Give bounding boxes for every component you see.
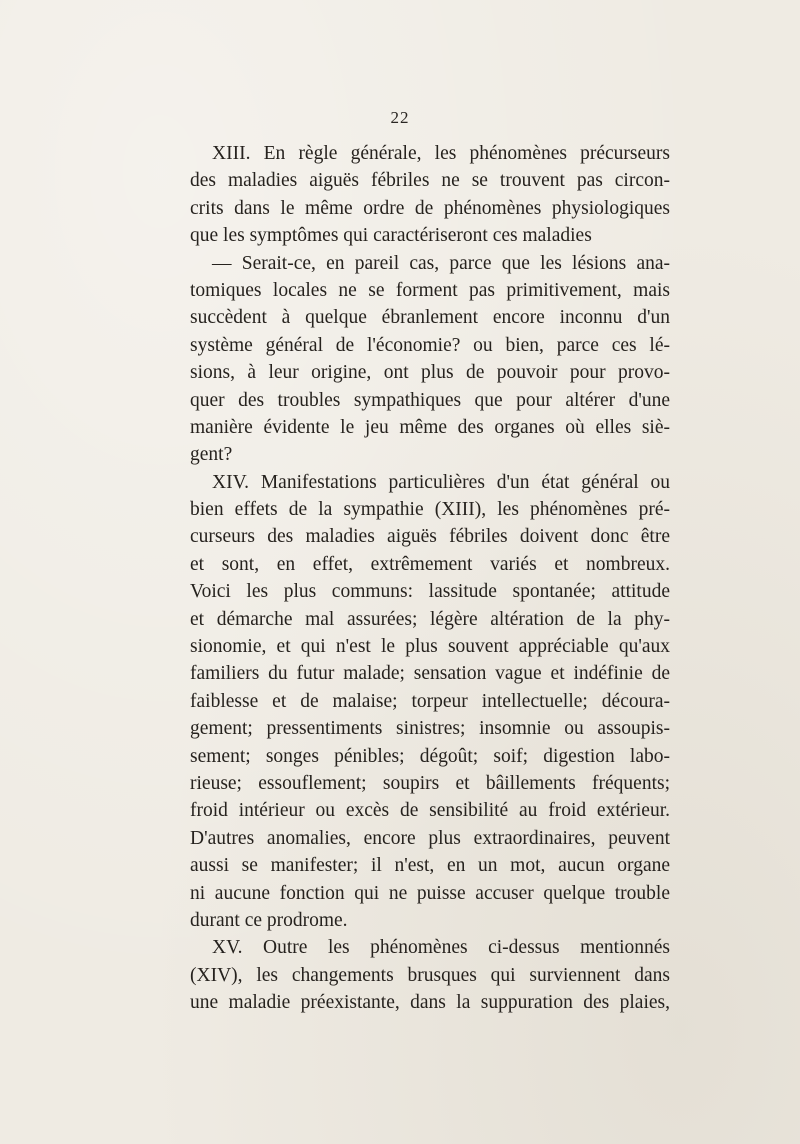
text-line: Voici les plus communs: lassitude spontanée; attitude (190, 581, 670, 603)
text-line: curseurs des maladies aiguës fébriles doivent donc être (190, 526, 670, 548)
body-text (190, 140, 670, 1017)
text-line: des maladies aiguës fébriles ne se trouvent pas circon- (190, 170, 670, 192)
text-line: quer des troubles sympathiques que pour altérer d'une (190, 389, 670, 411)
text-line: XV. Outre les phénomènes ci-dessus mentionnés (212, 937, 670, 959)
text-line: D'autres anomalies, encore plus extraordinaires, peuvent (190, 827, 670, 849)
page-number: 22 (390, 108, 410, 127)
text-line: et sont, en effet, extrêmement variés et nombreux. (190, 553, 670, 575)
text-line: et démarche mal assurées; légère altération de la phy- (190, 608, 670, 630)
text-line: gement; pressentiments sinistres; insomnie ou assoupis- (190, 718, 670, 740)
text-line: familiers du futur malade; sensation vague et indéfinie de (190, 663, 670, 685)
text-line: durant ce prodrome. (190, 909, 348, 931)
text-line: sionomie, et qui n'est le plus souvent appréciable qu'aux (190, 636, 670, 658)
text-line: gent? (190, 444, 233, 466)
text-line: succèdent à quelque ébranlement encore inconnu d'un (190, 307, 670, 329)
text-line: froid intérieur ou excès de sensibilité au froid extérieur. (190, 800, 670, 822)
text-line: crits dans le même ordre de phénomènes physiologiques (190, 197, 670, 219)
text-line: tomiques locales ne se forment pas primitivement, mais (190, 279, 670, 301)
text-line: XIV. Manifestations particulières d'un état général ou (212, 471, 670, 493)
text-line: rieuse; essouflement; soupirs et bâillements fréquents; (190, 772, 670, 794)
text-line: ni aucune fonction qui ne puisse accuser quelque trouble (190, 882, 670, 904)
text-line: sement; songes pénibles; dégoût; soif; digestion labo- (190, 745, 670, 767)
text-line: une maladie préexistante, dans la suppuration des plaies, (190, 992, 670, 1014)
text-line: XIII. En règle générale, les phénomènes précurseurs (212, 143, 670, 164)
text-line: — Serait-ce, en pareil cas, parce que les lésions ana- (212, 252, 670, 274)
text-line: que les symptômes qui caractériseront ces maladies (190, 225, 592, 247)
text-line: aussi se manifester; il n'est, en un mot, aucun organe (190, 855, 670, 877)
text-line: système général de l'économie? ou bien, parce ces lé- (190, 334, 670, 356)
text-line: manière évidente le jeu même des organes où elles siè- (190, 416, 670, 438)
text-line: bien effets de la sympathie (XIII), les phénomènes pré- (190, 499, 670, 521)
text-line: sions, à leur origine, ont plus de pouvoir pour provo- (190, 362, 670, 384)
text-line: faiblesse et de malaise; torpeur intellectuelle; découra- (190, 690, 670, 712)
text-line: (XIV), les changements brusques qui surviennent dans (190, 964, 670, 986)
